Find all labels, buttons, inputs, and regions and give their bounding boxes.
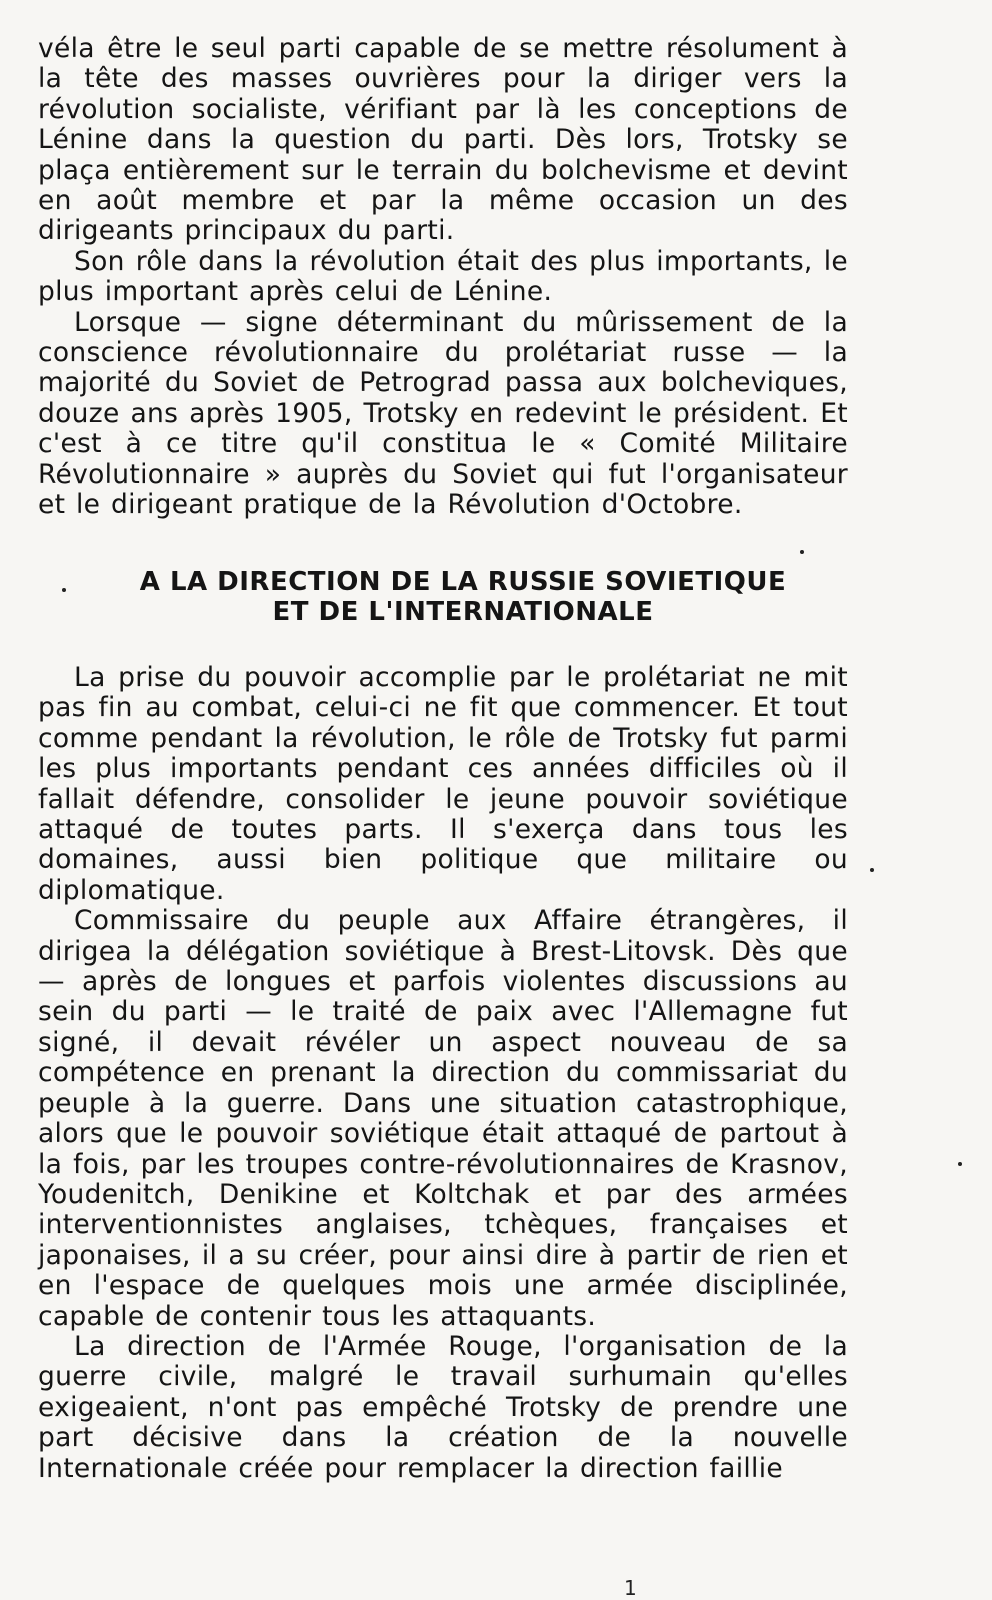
print-speck [958,1162,962,1166]
section-heading-line-1: A LA DIRECTION DE LA RUSSIE SOVIETIQUE [139,567,787,597]
print-speck [800,550,804,554]
print-speck [870,868,874,872]
paragraph-red-army-direction: La direction de l'Armée Rouge, l'organisation de la guerre civile, malgré le travail surhumain qu'elles exigeaient, n'ont pas empêché Trotsky de prendre une part décisive dans la création de la nouvelle Internationale créée pour remplacer la direction faillie [38,1330,848,1484]
page-number: 1 [624,1576,637,1600]
section-heading-line-2: ET DE L'INTERNATIONALE [272,597,654,627]
text-block-bottom [38,663,848,1484]
paragraph-petrograd-soviet: Lorsque — signe déterminant du mûrissement de la conscience révolutionnaire du prolétariat russe — la majorité du Soviet de Petrograd passa aux bolcheviques, douze ans après 1905, Trotsky en redevint le président. Et c'est à ce titre qu'il constitua le « Comité Militaire Révolutionnaire » auprès du Soviet qui fut l'organisateur et le dirigeant pratique de la Révolution d'Octobre. [38,306,848,521]
text-block-top [38,34,848,521]
section-heading [38,567,888,627]
paragraph-role-in-revolution: Son rôle dans la révolution était des plus importants, le plus important après celui de Lénine. [38,245,848,308]
print-speck [62,588,66,592]
paragraph-continuation: véla être le seul parti capable de se mettre résolument à la tête des masses ouvrières pour la diriger vers la révolution socialiste, vérifiant par là les conceptions de Lénine dans la question du parti. Dès lors, Trotsky se plaça entièrement sur le terrain du bolchevisme et devint en août membre et par la même occasion un des dirigeants principaux du parti. [38,33,848,247]
paragraph-foreign-affairs-commissar: Commissaire du peuple aux Affaire étrangères, il dirigea la délégation soviétique à Brest-Litovsk. Dès que — après de longues et parfois violentes discussions au sein du parti — le traité de paix avec l'Allemagne fut signé, il devait révéler un aspect nouveau de sa compétence en prenant la direction du commissariat du peuple à la guerre. Dans une situation catastrophique, alors que le pouvoir soviétique était attaqué de partout à la fois, par les troupes contre-révolutionnaires de Krasnov, Youdenitch, Denikine et Koltchak et par des armées interventionnistes anglaises, tchèques, françaises et japonaises, il a su créer, pour ainsi dire à partir de rien et en l'espace de quelques mois une armée disciplinée, capable de contenir tous les attaquants. [38,905,848,1332]
paragraph-seizure-of-power: La prise du pouvoir accomplie par le prolétariat ne mit pas fin au combat, celui-ci ne fit que commencer. Et tout comme pendant la révolution, le rôle de Trotsky fut parmi les plus importants pendant ces années difficiles où il fallait défendre, consolider le jeune pouvoir soviétique attaqué de toutes parts. Il s'exerça dans tous les domaines, aussi bien politique que militaire ou diplomatique. [38,662,848,906]
